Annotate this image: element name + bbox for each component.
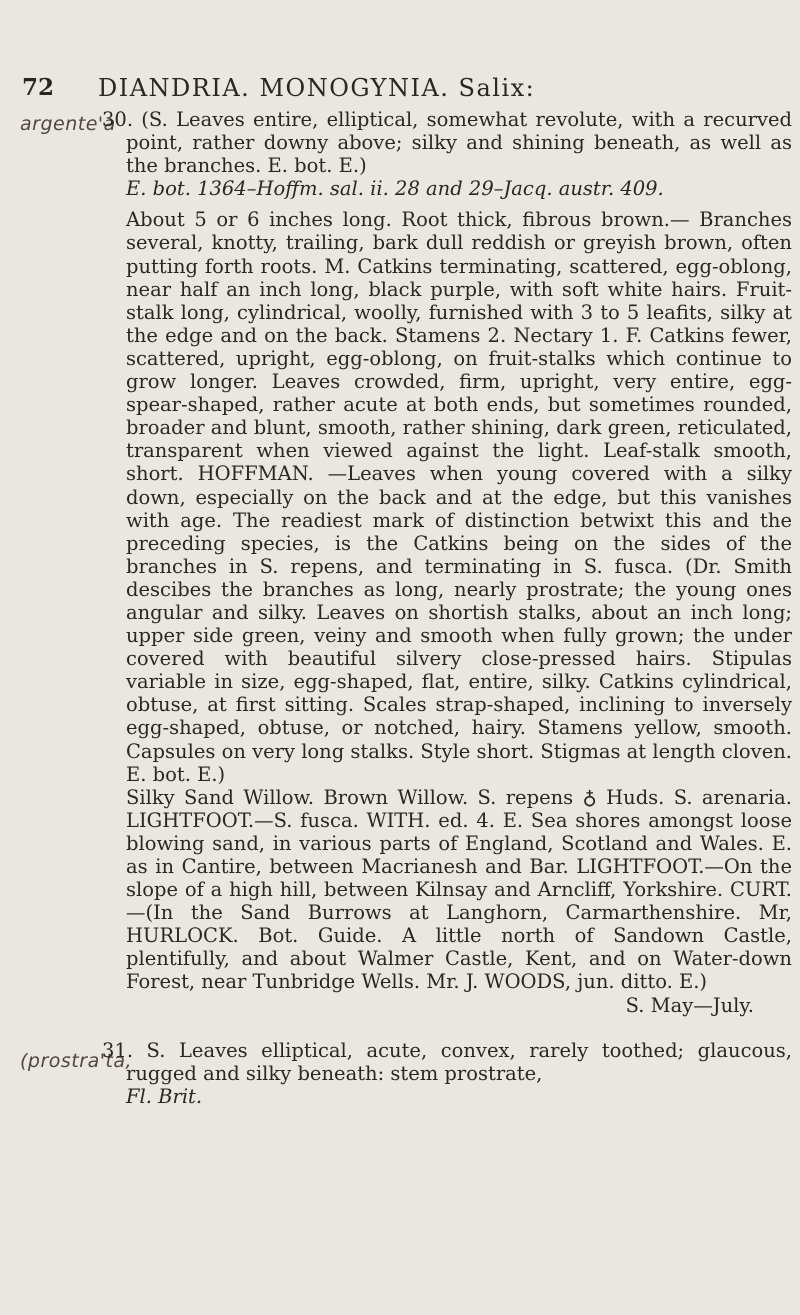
margin-note-prostrata: (prostra'ta, (20, 1050, 133, 1072)
entry-30-lead: 30. (S. Leaves entire, elliptical, somewhat revolute, with a recurved point, rather downy above; silky and shining beneath, as well as the branches. E. bot. E.) (102, 108, 792, 178)
body-text (102, 108, 792, 1116)
entry-30-references: E. bot. 1364–Hoffm. sal. ii. 28 and 29–Jacq. austr. 409. (126, 177, 664, 201)
entry-31-lead: 31. S. Leaves elliptical, acute, convex, rarely toothed; glaucous, rugged and silky beneath: stem prostrate, (102, 1038, 792, 1085)
running-title: DIANDRIA. MONOGYNIA. Salix: (98, 74, 536, 102)
page-number: 72 (22, 74, 55, 101)
page-header (22, 74, 782, 108)
entry-30-names-and-localities: Silky Sand Willow. Brown Willow. S. repens ♁ Huds. S. arenaria. LIGHTFOOT.—S. fusca. WITH. ed. 4. E. Sea shores amongst loose blowing sand, in various parts of England, Scotland and Wales. E. as in Cantire, between Macrianesh and Bar. LIGHTFOOT.—On the slope of a high hill, between Kilnsay and Arncliff, Yorkshire. CURT.—(In the Sand Burrows at Langhorn, Carmarthenshire. Mr, HURLOCK. Bot. Guide. A little north of Sandown Castle, plentifully, and about Walmer Castle, Kent, and on Water-down Forest, near Tunbridge Wells. Mr. J. WOODS, jun. ditto. E.) (126, 785, 792, 994)
entry-31-references: Fl. Brit. (126, 1084, 203, 1108)
entry-30-flowering-time: S. May—July. (625, 993, 754, 1017)
entry-30-description: About 5 or 6 inches long. Root thick, fibrous brown.— Branches several, knotty, trailing, bark dull reddish or greyish brown, often putting forth roots. M. Catkins terminating, scattered, egg-oblong, near half an inch long, black purple, with soft white hairs. Fruit-stalk long, cylindrical, woolly, furnished with 3 to 5 leafits, silky at the edge and on the back. Stamens 2. Nectary 1. F. Catkins fewer, scattered, upright, egg-oblong, on fruit-stalks which continue to grow longer. Leaves crowded, firm, upright, very entire, egg-spear-shaped, rather acute at both ends, but sometimes rounded, broader and blunt, smooth, rather shining, dark green, reticulated, transparent when viewed against the light. Leaf-stalk smooth, short. HOFFMAN. —Leaves when young covered with a silky down, especially on the back and at the edge, but this vanishes with age. The readiest mark of distinction betwixt this and the preceding species, is the Catkins being on the sides of the branches in S. repens, and terminating in S. fusca. (Dr. Smith descibes the branches as long, nearly prostrate; the young ones angular and silky. Leaves on shortish stalks, about an inch long; upper side green, veiny and smooth when fully grown; the under covered with beautiful silvery close-pressed hairs. Stipulas variable in size, egg-shaped, flat, entire, silky. Catkins cylindrical, obtuse, at first sitting. Scales strap-shaped, inclining to inversely egg-shaped, obtuse, or notched, hairy. Stamens yellow, smooth. Capsules on very long stalks. Style short. Stigmas at length cloven. E. bot. E.) (126, 208, 792, 786)
margin-note-argentea: argente'a (20, 113, 116, 135)
